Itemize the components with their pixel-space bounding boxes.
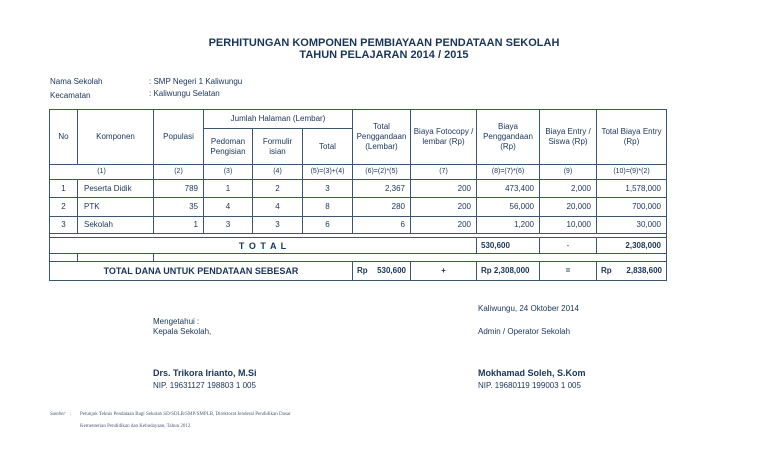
district-label: Kecamatan bbox=[50, 91, 91, 100]
table-row bbox=[50, 180, 667, 198]
cost-table bbox=[49, 109, 667, 281]
school-value: : SMP Negeri 1 Kaliwungu bbox=[149, 77, 243, 86]
code-cell: (1) bbox=[50, 165, 154, 180]
header-komponen: Komponen bbox=[78, 110, 154, 165]
header-total: Total bbox=[303, 129, 353, 165]
blank-cell bbox=[50, 254, 78, 262]
district-value: : Kaliwungu Selatan bbox=[149, 89, 220, 98]
grand-amount-3 bbox=[597, 262, 667, 281]
header-biaya-fotocopy: Biaya Fotocopy / lembar (Rp) bbox=[411, 110, 477, 165]
equals-sign: = bbox=[540, 262, 597, 281]
grand-amount-2: Rp 2,308,000 bbox=[477, 262, 540, 281]
row-total-penggandaan: 280 bbox=[353, 198, 411, 217]
row-formulir: 3 bbox=[253, 217, 303, 234]
header-total-penggandaan: Total Penggandaan (Lembar) bbox=[353, 110, 411, 165]
row-populasi: 1 bbox=[154, 217, 204, 234]
row-total-biaya-entry: 1,578,000 bbox=[597, 180, 667, 198]
row-total-penggandaan: 2,367 bbox=[353, 180, 411, 198]
header-no: No bbox=[50, 110, 78, 165]
left-signer-name: Drs. Trikora Irianto, M.Si bbox=[153, 368, 257, 378]
currency-rp: Rp bbox=[357, 266, 368, 275]
right-signer-nip: NIP. 19680119 199003 1 005 bbox=[478, 381, 581, 390]
code-cell: (8)=(7)*(6) bbox=[477, 165, 540, 180]
row-biaya-entry: 20,000 bbox=[540, 198, 597, 217]
page-subtitle: TAHUN PELAJARAN 2014 / 2015 bbox=[299, 49, 469, 61]
row-pedoman: 3 bbox=[204, 217, 253, 234]
row-total: 8 bbox=[303, 198, 353, 217]
currency-rp: Rp bbox=[601, 266, 612, 275]
source-line-1: Petunjuk Teknis Pendataan Bagi Sekolah SD/SDLB/SMP/SMPLB, Direktorat Jenderal Pendidikan Dasar bbox=[80, 412, 291, 417]
school-label: Nama Sekolah bbox=[50, 77, 103, 86]
row-pedoman: 4 bbox=[204, 198, 253, 217]
row-total-penggandaan: 6 bbox=[353, 217, 411, 234]
row-formulir: 4 bbox=[253, 198, 303, 217]
row-biaya-entry: 2,000 bbox=[540, 180, 597, 198]
amount-grand-total: 2,838,600 bbox=[626, 266, 662, 275]
row-total: 3 bbox=[303, 180, 353, 198]
left-role: Kepala Sekolah, bbox=[153, 327, 212, 336]
header-pedoman: Pedoman Pengisian bbox=[204, 129, 253, 165]
header-biaya-penggandaan: Biaya Penggandaan (Rp) bbox=[477, 110, 540, 165]
row-biaya-penggandaan: 56,000 bbox=[477, 198, 540, 217]
header-formulir: Formulir isian bbox=[253, 129, 303, 165]
right-role: Admin / Operator Sekolah bbox=[478, 327, 571, 336]
row-komponen: Peserta Didik bbox=[78, 180, 154, 198]
row-no: 2 bbox=[50, 198, 78, 217]
source-line-2: Kementerian Pendidikan dan Kebudayaan, Tahun 2012 bbox=[80, 424, 191, 429]
row-komponen: Sekolah bbox=[78, 217, 154, 234]
signature-date: Kaliwungu, 24 Oktober 2014 bbox=[478, 304, 579, 313]
blank-cell bbox=[154, 254, 667, 262]
total-entry-dash: - bbox=[540, 238, 597, 254]
table-row bbox=[50, 198, 667, 217]
source-label: Sumber bbox=[50, 412, 66, 417]
code-cell: (9) bbox=[540, 165, 597, 180]
row-total-biaya-entry: 700,000 bbox=[597, 198, 667, 217]
row-biaya-entry: 10,000 bbox=[540, 217, 597, 234]
row-komponen: PTK bbox=[78, 198, 154, 217]
total-entry-value: 2,308,000 bbox=[597, 238, 667, 254]
source-colon: : bbox=[70, 412, 72, 417]
right-signer-name: Mokhamad Soleh, S.Kom bbox=[478, 368, 586, 378]
row-pedoman: 1 bbox=[204, 180, 253, 198]
header-total-biaya-entry: Total Biaya Entry (Rp) bbox=[597, 110, 667, 165]
row-biaya-penggandaan: 473,400 bbox=[477, 180, 540, 198]
code-cell: (5)=(3)+(4) bbox=[303, 165, 353, 180]
code-cell: (10)=(9)*(2) bbox=[597, 165, 667, 180]
row-biaya-penggandaan: 1,200 bbox=[477, 217, 540, 234]
row-biaya-fotocopy: 200 bbox=[411, 217, 477, 234]
row-biaya-fotocopy: 200 bbox=[411, 180, 477, 198]
known-by-label: Mengetahui : bbox=[153, 317, 200, 326]
code-cell: (3) bbox=[204, 165, 253, 180]
row-no: 3 bbox=[50, 217, 78, 234]
amount-penggandaan: 530,600 bbox=[377, 266, 406, 275]
code-cell: (7) bbox=[411, 165, 477, 180]
row-total: 6 bbox=[303, 217, 353, 234]
row-total-biaya-entry: 30,000 bbox=[597, 217, 667, 234]
table-row bbox=[50, 217, 667, 234]
code-cell: (6)=(2)*(5) bbox=[353, 165, 411, 180]
grand-total-label: TOTAL DANA UNTUK PENDATAAN SEBESAR bbox=[50, 262, 353, 281]
plus-sign: + bbox=[411, 262, 477, 281]
grand-amount-1 bbox=[353, 262, 411, 281]
code-cell: (2) bbox=[154, 165, 204, 180]
blank-cell bbox=[78, 254, 154, 262]
row-populasi: 789 bbox=[154, 180, 204, 198]
row-biaya-fotocopy: 200 bbox=[411, 198, 477, 217]
total-penggandaan-value: 530,600 bbox=[477, 238, 540, 254]
row-formulir: 2 bbox=[253, 180, 303, 198]
header-biaya-entry: Biaya Entry / Siswa (Rp) bbox=[540, 110, 597, 165]
left-signer-nip: NIP. 19631127 198803 1 005 bbox=[153, 381, 256, 390]
row-no: 1 bbox=[50, 180, 78, 198]
header-populasi: Populasi bbox=[154, 110, 204, 165]
total-label: T O T A L bbox=[50, 238, 477, 254]
page-title: PERHITUNGAN KOMPONEN PEMBIAYAAN PENDATAAN SEKOLAH bbox=[208, 37, 560, 49]
header-jumlah-halaman: Jumlah Halaman (Lembar) bbox=[204, 110, 353, 129]
code-cell: (4) bbox=[253, 165, 303, 180]
row-populasi: 35 bbox=[154, 198, 204, 217]
